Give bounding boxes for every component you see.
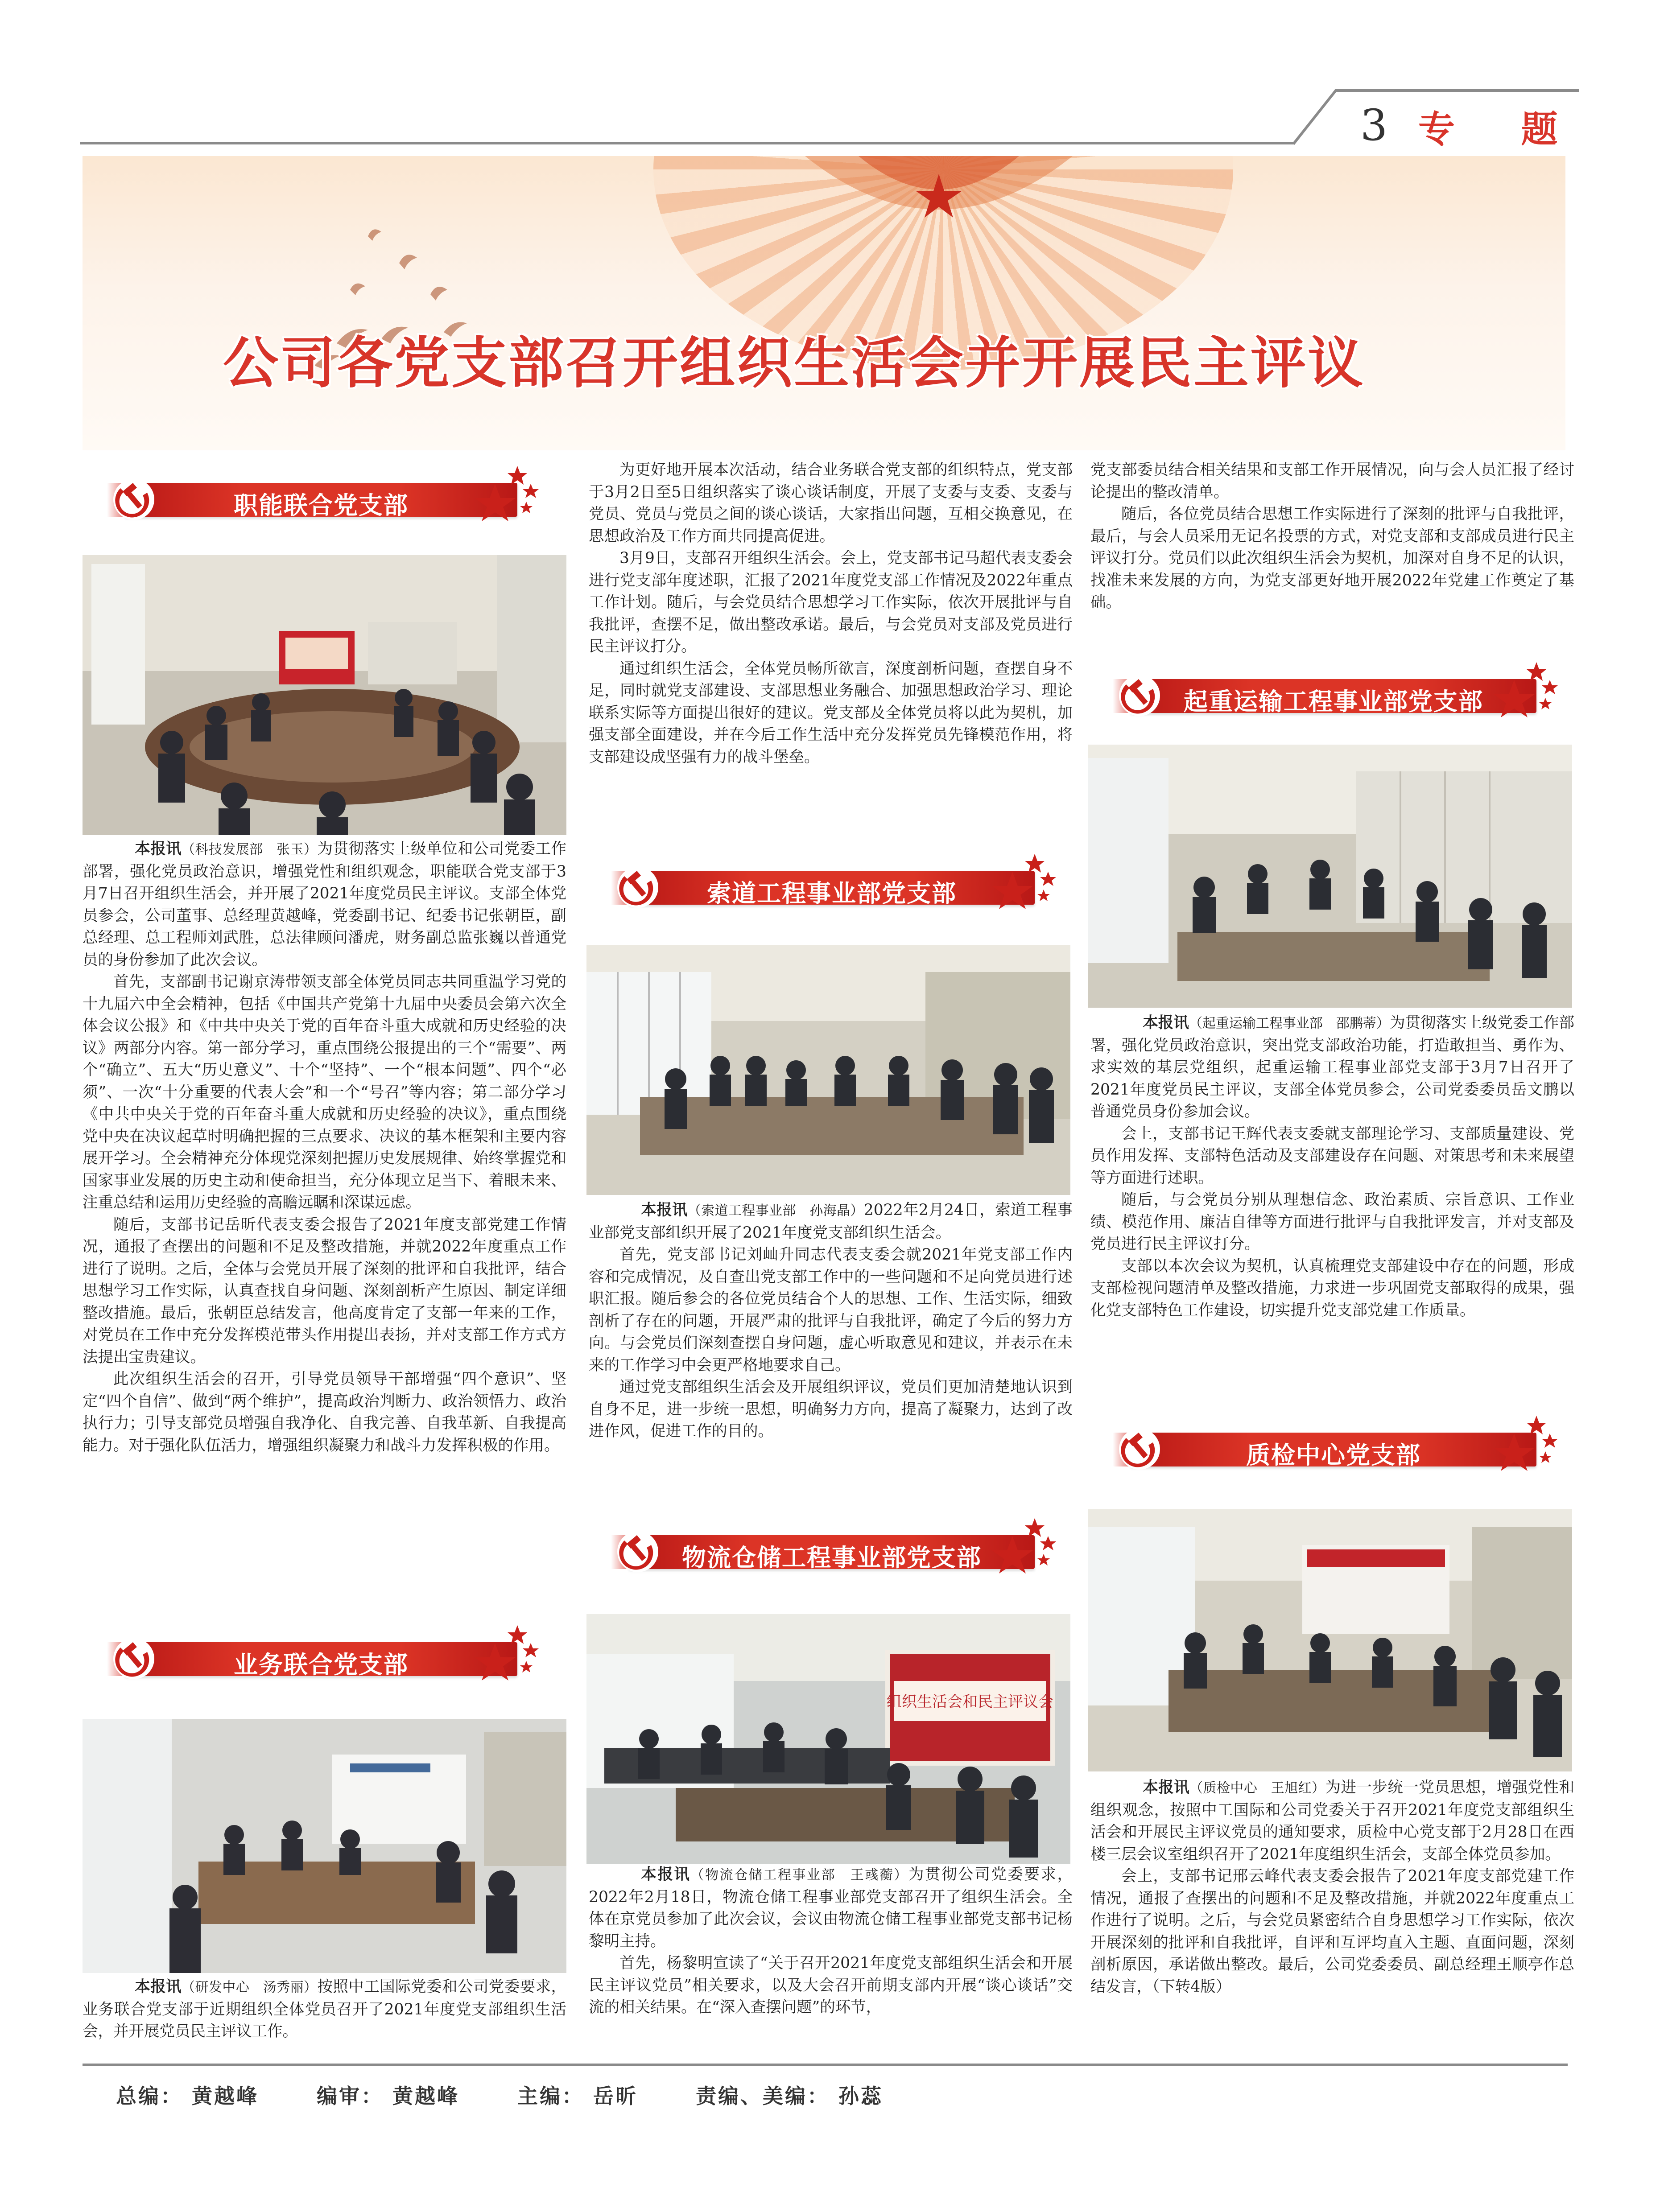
paragraph: 支部以本次会议为契机，认真梳理党支部建设中存在的问题，形成支部检视问题清单及整改措施，力求进一步巩固党支部取得的成果，强化党支部特色工作建设，切实提升党支部党建工作质量。 [1090,1257,1574,1319]
reporter: （物流仓储工程事业部 王彧蘅） [690,1867,908,1883]
paragraph: 按照中工国际党委和公司党委要求，业务联合党支部于近期组织全体党员召开了2021年度党支部组织生活会，并开展党员民主评议工作。 [83,1978,567,2040]
footer-label: 主编： [517,2084,585,2108]
section-header-zhijian [1113,1425,1554,1474]
section-header-label: 物流仓储工程事业部党支部 [682,1544,982,1572]
dateline-label: 本报讯 [135,1978,182,1996]
paragraph: 首先，杨黎明宣读了“关于召开2021年度党支部组织生活会和开展民主评议党员”相关要求，以及大会召开前期支部内开展“谈心谈话”交流的相关结果。在“深入查摆问题”的环节， [589,1954,1073,2016]
paragraph: 首先，支部副书记谢京涛带领支部全体党员同志共同重温学习党的十九届六中全会精神，包括《中国共产党第十九届中央委员会第六次全体会议公报》和《中共中央关于党的百年奋斗重大成就和历史经验的决议》两部分内容。第一部分学习，重点围绕公报提出的三个“需要”、两个“确立”、五大“历史意义”、十个“坚持”、一个“根本问题”、四个“必须”、一次“十分重要的代表大会”和一个“号召”等内容；第二部分学习《中共中央关于党的百年奋斗重大成就和历史经验的决议》，重点围绕党中央在决议起草时明确把握的三点要求、决议的基本框架和主要内容展开学习。全会精神充分体现党深刻把握历史发展规律、始终掌握党和国家事业发展的历史主动和使命担当，充分体现立足当下、着眼未来、注重总结和运用历史经验的高瞻远瞩和深谋远虑。 [83,973,566,1211]
reporter: （质检中心 王旭红） [1189,1780,1325,1796]
footer-name: 黄越峰 [192,2084,259,2108]
reporter: （科技发展部 张玉） [182,842,318,857]
article-zhijian [1090,1777,1574,1998]
dateline-label: 本报讯 [1143,1779,1190,1796]
paragraph: 随后，各位党员结合思想工作实际进行了深刻的批评与自我批评，最后，与会人员采用无记名投票的方式，对党支部和支部成员进行民主评议打分。党员们以此次组织生活会为契机，加深对自身不足的认识，找准未来发展的方向，为党支部更好地开展2022年党建工作奠定了基础。 [1090,505,1574,611]
section-name: 专 题 [1418,108,1585,151]
paragraph: 首先，党支部书记刘屾升同志代表支委会就2021年党支部工作内容和完成情况，及自查出党支部工作中的一些问题和不足向党员进行述职汇报。随后参会的各位党员结合个人的思想、工作、生活实际，细致剖析了存在的问题，开展严肃的批评与自我批评，确定了今后的努力方向。与会党员们深刻查摆自身问题，虚心听取意见和建议，并表示在未来的工作学习中会更严格地要求自己。 [589,1246,1073,1374]
article-suodao [589,1199,1073,1443]
footer-name: 孙蕊 [838,2084,884,2108]
article-qizhong [1090,1012,1574,1322]
section-header-label: 起重运输工程事业部党支部 [1184,688,1483,716]
footer-label: 总编： [116,2084,183,2108]
paragraph: 会上，支部书记王辉代表支委就支部理论学习、支部质量建设、党员作用发挥、支部特色活动及支部建设存在问题、对策思考和未来展望等方面进行述职。 [1090,1125,1574,1187]
dateline-label: 本报讯 [1143,1014,1189,1032]
paragraph: 党支部委员结合相关结果和支部工作开展情况，向与会人员汇报了经讨论提出的整改清单。 [1090,461,1574,501]
header-rule [80,142,1409,144]
paragraph: 为贯彻落实上级党委工作部署，强化党员政治意识，突出党支部政治功能，打造敢担当、勇作为、求实效的基层党组织，起重运输工程事业部党支部于3月7日召开了2021年度党员民主评议，支部全体党员参会，公司党委委员岳文鹏以普通党员身份参加会议。 [1090,1014,1575,1120]
reporter: （索道工程事业部 孙海晶） [687,1203,864,1219]
paragraph: 为贯彻公司党委要求，2022年2月18日，物流仓储工程事业部党支部召开了组织生活会。全体在京党员参加了此次会议，会议由物流仓储工程事业部党支部书记杨黎明主持。 [589,1866,1073,1950]
photo-zhijian-meeting [1088,1509,1572,1771]
article-yewu-continued [589,459,1073,768]
page-number: 3 [1360,100,1388,150]
reporter: （起重运输工程事业部 邵鹏蒂） [1189,1016,1390,1031]
stars-icon [986,845,1061,912]
article-wuliu-continued [1090,459,1574,614]
section-header-zhineng [107,475,535,524]
photo-zhineng-meeting [83,555,566,835]
section-header-suodao [611,863,1053,912]
section-header-yewu [107,1634,535,1683]
article-zhineng [83,838,566,1457]
photo-yewu-meeting [83,1719,566,1973]
photo-qizhong-meeting [1088,745,1572,1008]
photo-banner-text: 组织生活会和民主评议会 [887,1693,1053,1711]
article-yewu [83,1976,566,2043]
paragraph: 此次组织生活会的召开，引导党员领导干部增强“四个意识”、坚定“四个自信”、做到“两个维护”，提高政治判断力、政治领悟力、政治执行力；引导支部党员增强自我净化、自我完善、自我革新、自我提高能力。对于强化队伍活力，增强组织凝聚力和战斗力发挥积极的作用。 [83,1370,566,1454]
dateline-label: 本报讯 [641,1866,691,1883]
main-title: 公司各党支部召开组织生活会并开展民主评议 [223,331,1365,395]
stars-icon [1487,1407,1563,1474]
paragraph: 通过党支部组织生活会及开展组织评议，党员们更加清楚地认识到自身不足，进一步统一思想，明确努力方向，提高了凝聚力，达到了改进作风，促进工作的目的。 [589,1378,1073,1440]
section-header-label: 质检中心党支部 [1246,1441,1421,1469]
paragraph: 通过组织生活会，全体党员畅所欲言，深度剖析问题，查摆自身不足，同时就党支部建设、支部思想业务融合、加强思想政治学习、理论联系实际等方面提出很好的建议。党支部及全体党员将以此为契机，加强支部全面建设，并在今后工作生活中充分发挥党员先锋模范作用，将支部建设成坚强有力的战斗堡垒。 [589,659,1073,766]
paragraph: 会上，支部书记邢云峰代表支委会报告了2021年度支部党建工作情况，通报了查摆出的问题和不足及整改措施，并就2022年度重点工作进行了说明。之后，与会党员紧密结合自身思想学习工作实际，依次开展深刻的批评和自我批评，自评和互评均直入主题、直面问题，深刻剖析原因，承诺做出整改。最后，公司党委委员、副总经理王顺亭作总结发言，（下转4版） [1090,1867,1574,1996]
dateline-label: 本报讯 [135,840,182,858]
section-header-label: 业务联合党支部 [234,1651,409,1679]
paragraph: 随后，支部书记岳昕代表支委会报告了2021年度支部党建工作情况，通报了查摆出的问题和不足及整改措施，并就2022年度重点工作进行了说明。之后，全体与会党员开展了深刻的批评和自我批评，结合思想学习工作实际，认真查找自身问题、深刻剖析产生原因、制定详细整改措施。最后，张朝臣总结发言，他高度肯定了支部一年来的工作，对党员在工作中充分发挥模范带头作用提出表扬，并对支部工作方式方法提出宝贵建议。 [83,1215,566,1366]
paragraph: 2022年2月24日，索道工程事业部党支部组织开展了2021年度党支部组织生活会。 [589,1201,1073,1242]
section-header-wuliu [611,1527,1053,1576]
article-wuliu [589,1864,1073,2019]
title-banner [83,156,1565,450]
reporter: （研发中心 汤秀丽） [182,1980,318,1995]
footer-name: 黄越峰 [392,2084,460,2108]
photo-wuliu-meeting [586,1614,1070,1864]
party-emblem-icon [778,156,1099,232]
section-header-label: 索道工程事业部党支部 [707,879,957,907]
paragraph: 为进一步统一党员思想，增强党性和组织观念，按照中工国际和公司党委关于召开2021年度党支部组织生活会和开展民主评议党员的通知要求，质检中心党支部于2月28日在西楼三层会议室组织召开了2021年度组织生活会，支部全体党员参加。 [1090,1779,1575,1863]
footer-name: 岳昕 [593,2084,638,2108]
footer-rule [83,2064,1568,2066]
section-header-qizhong [1113,671,1554,720]
stars-icon [1487,653,1563,720]
dateline-label: 本报讯 [641,1201,688,1219]
section-header-label: 职能联合党支部 [234,491,409,519]
paragraph: 随后，与会党员分别从理想信念、政治素质、宗旨意识、工作业绩、模范作用、廉洁自律等方面进行批评与自我批评发言，并对支部及党员进行民主评议打分。 [1090,1191,1574,1253]
photo-suodao-meeting [586,945,1070,1195]
footer-credits [116,2080,892,2109]
stars-icon [468,1616,544,1683]
paragraph: 为贯彻落实上级单位和公司党委工作部署，强化党员政治意识，增强党性和组织观念，职能联合党支部于3月7日召开组织生活会，并开展了2021年度党员民主评议。支部全体党员参会，公司董事、总经理黄越峰，党委副书记、纪委书记张朝臣，副总经理、总工程师刘武胜，总法律顾问潘虎，财务副总监张巍以普通党员的身份参加了此次会议。 [83,840,567,969]
paragraph: 为更好地开展本次活动，结合业务联合党支部的组织特点，党支部于3月2日至5日组织落实了谈心谈话制度，开展了支委与支委、支委与党员、党员与党员之间的谈心谈话，大家指出问题，互相交换意见，在思想政治及工作方面共同提高促进。 [589,461,1073,545]
paragraph: 3月9日，支部召开组织生活会。会上，党支部书记马超代表支委会进行党支部年度述职，汇报了2021年度党支部工作情况及2022年重点工作计划。随后，与会党员结合思想学习工作实际，依次开展批评与自我批评，查摆不足，做出整改承诺。最后，与会党员对支部及党员进行民主评议打分。 [589,549,1073,655]
footer-label: 责编、美编： [696,2084,830,2108]
footer-label: 编审： [317,2084,384,2108]
stars-icon [986,1509,1061,1576]
stars-icon [468,457,544,524]
